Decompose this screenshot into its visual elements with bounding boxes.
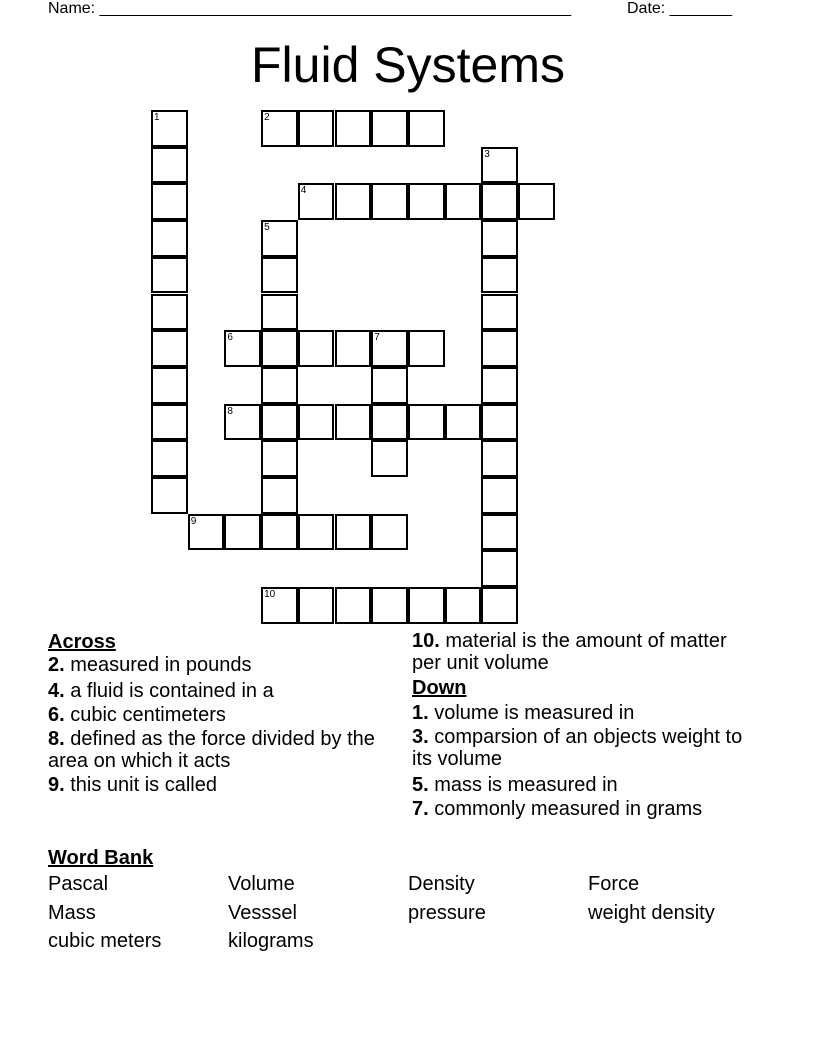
name-field-label: Name: _____________________________________________________ — [48, 0, 572, 17]
down-heading: Down — [412, 677, 467, 699]
crossword-cell[interactable] — [151, 294, 188, 331]
crossword-cell[interactable] — [481, 330, 518, 367]
clue-number: 9 — [190, 515, 197, 527]
crossword-cell[interactable] — [151, 404, 188, 441]
word-bank-list — [48, 870, 768, 956]
crossword-cell[interactable] — [151, 110, 188, 147]
crossword-cell[interactable] — [261, 257, 298, 294]
crossword-cell[interactable] — [335, 330, 372, 367]
crossword-cell[interactable] — [224, 404, 261, 441]
crossword-cell[interactable] — [151, 440, 188, 477]
crossword-cell[interactable] — [445, 404, 482, 441]
crossword-cell[interactable] — [298, 404, 335, 441]
crossword-cell[interactable] — [261, 220, 298, 257]
crossword-cell[interactable] — [261, 404, 298, 441]
clue-across-10: 10. material is the amount of matter per unit volume — [412, 630, 727, 674]
crossword-cell[interactable] — [151, 147, 188, 184]
crossword-cell[interactable] — [151, 257, 188, 294]
clue-number: 7 — [374, 332, 380, 344]
crossword-cell[interactable] — [261, 330, 298, 367]
crossword-cell[interactable] — [481, 440, 518, 477]
crossword-cell[interactable] — [408, 330, 445, 367]
clue-down-7: 7. commonly measured in grams — [412, 798, 703, 820]
crossword-cell[interactable] — [151, 220, 188, 257]
date-field-label: Date: _______ — [627, 0, 732, 17]
crossword-cell[interactable] — [481, 550, 518, 587]
crossword-cell[interactable] — [481, 294, 518, 331]
crossword-cell[interactable] — [224, 330, 261, 367]
crossword-cell[interactable] — [335, 183, 372, 220]
word-bank-item: Volume — [228, 873, 295, 895]
crossword-cell[interactable] — [408, 110, 445, 147]
crossword-cell[interactable] — [445, 183, 482, 220]
clue-down-3: 3. comparsion of an objects weight to its volume — [412, 726, 743, 770]
crossword-cell[interactable] — [408, 183, 445, 220]
clue-number: 2 — [264, 112, 270, 123]
crossword-cell[interactable] — [371, 110, 408, 147]
clues-column-left — [48, 630, 393, 798]
crossword-cell[interactable] — [261, 110, 298, 147]
clue-across-4: 4. a fluid is contained in a — [48, 680, 274, 702]
clue-number: 6 — [227, 332, 233, 344]
page-title: Fluid Systems — [251, 37, 565, 93]
word-bank-item: kilograms — [228, 930, 314, 952]
crossword-cell[interactable] — [371, 404, 408, 441]
crossword-cell[interactable] — [445, 587, 482, 624]
crossword-cell[interactable] — [371, 440, 408, 477]
crossword-cell[interactable] — [151, 367, 188, 404]
word-bank-item: Mass — [48, 901, 96, 924]
crossword-cell[interactable] — [371, 367, 408, 404]
clue-number: 4 — [300, 185, 307, 197]
crossword-cell[interactable] — [481, 587, 518, 624]
crossword-cell[interactable] — [224, 514, 261, 551]
crossword-cell[interactable] — [371, 183, 408, 220]
clue-number: 8 — [227, 405, 233, 417]
word-bank-item: cubic meters — [48, 930, 162, 952]
crossword-cell[interactable] — [481, 220, 518, 257]
clue-down-5: 5. mass is measured in — [412, 774, 618, 796]
clue-across-2: 2. measured in pounds — [48, 654, 252, 676]
crossword-cell[interactable] — [151, 330, 188, 367]
crossword-cell[interactable] — [261, 587, 298, 624]
crossword-cell[interactable] — [371, 330, 408, 367]
crossword-cell[interactable] — [335, 587, 372, 624]
crossword-cell[interactable] — [335, 404, 372, 441]
crossword-cell[interactable] — [261, 294, 298, 331]
clue-number: 3 — [484, 148, 490, 160]
clues-column-right — [412, 630, 757, 822]
clue-number: 10 — [264, 589, 276, 601]
clue-down-1: 1. volume is measured in — [412, 702, 635, 724]
crossword-cell[interactable] — [481, 147, 518, 184]
clue-across-8: 8. defined as the force divided by the area on which it acts — [48, 728, 375, 772]
crossword-cell[interactable] — [298, 183, 335, 220]
word-bank — [48, 846, 768, 956]
crossword-cell[interactable] — [261, 477, 298, 514]
crossword-cell[interactable] — [298, 514, 335, 551]
crossword-cell[interactable] — [261, 514, 298, 551]
clue-number: 5 — [264, 222, 270, 234]
crossword-cell[interactable] — [261, 367, 298, 404]
word-bank-item: Vesssel — [228, 901, 297, 924]
crossword-cell[interactable] — [371, 514, 408, 551]
word-bank-item: pressure — [408, 901, 486, 924]
crossword-cell[interactable] — [335, 514, 372, 551]
clue-across-9: 9. this unit is called — [48, 774, 217, 796]
crossword-cell[interactable] — [298, 330, 335, 367]
crossword-cell[interactable] — [518, 183, 555, 220]
crossword-cell[interactable] — [481, 183, 518, 220]
crossword-cell[interactable] — [408, 404, 445, 441]
clue-number: 1 — [154, 112, 160, 123]
crossword-cell[interactable] — [481, 404, 518, 441]
crossword-cell[interactable] — [261, 440, 298, 477]
word-bank-item: Pascal — [48, 873, 109, 895]
crossword-cell[interactable] — [481, 367, 518, 404]
crossword-cell[interactable] — [151, 183, 188, 220]
crossword-cell[interactable] — [188, 514, 225, 551]
word-bank-item: Force — [588, 873, 640, 895]
crossword-cell[interactable] — [481, 514, 518, 551]
crossword-cell[interactable] — [298, 110, 335, 147]
word-bank-heading: Word Bank — [48, 847, 154, 869]
crossword-cell[interactable] — [481, 257, 518, 294]
crossword-cell[interactable] — [371, 587, 408, 624]
across-heading: Across — [48, 631, 116, 653]
crossword-cell[interactable] — [335, 110, 372, 147]
crossword-cell[interactable] — [481, 477, 518, 514]
word-bank-item: Density — [408, 873, 475, 895]
crossword-cell[interactable] — [151, 477, 188, 514]
crossword-cell[interactable] — [408, 587, 445, 624]
word-bank-item: weight density — [588, 901, 715, 924]
clue-across-6: 6. cubic centimeters — [48, 704, 226, 726]
crossword-cell[interactable] — [298, 587, 335, 624]
